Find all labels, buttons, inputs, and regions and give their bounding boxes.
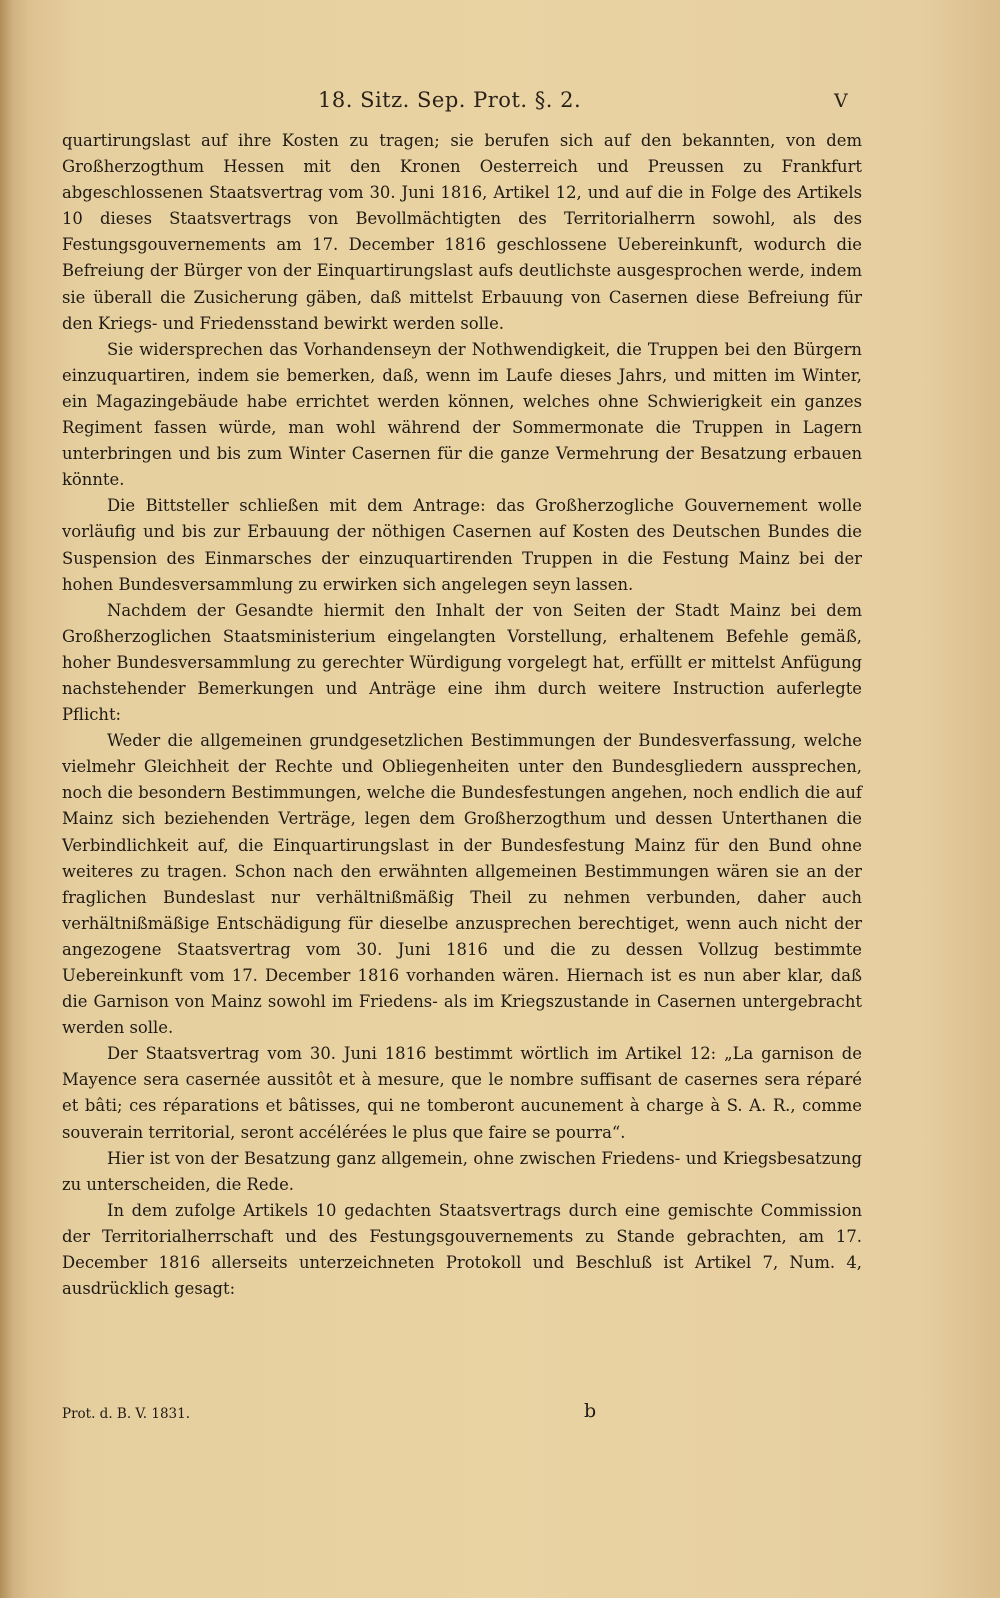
paragraph-8: In dem zufolge Artikels 10 gedachten Staatsvertrags durch eine gemischte Commission der Territorialherrschaft und des Festungsgouvernements zu Stande gebrachten, am 17. December 1816 allerseits unterzeichneten Protokoll und Beschluß ist Artikel 7, Num. 4, ausdrücklich gesagt:: [62, 1200, 862, 1299]
paragraph-6-quotation: Der Staatsvertrag vom 30. Juni 1816 bestimmt wörtlich im Artikel 12: „La garnison de Mayence sera casernée aussitôt et à mesure, que le nombre suffisant de casernes sera réparé et bâti; ces réparations et bâtisses, qui ne tomberont aucunement à charge à S. A. R., comme souverain territorial, seront accélérées le plus que faire se pourra“.: [62, 1044, 862, 1142]
page-footer: [62, 1400, 862, 1430]
paragraph-2: Sie widersprechen das Vorhandenseyn der Nothwendigkeit, die Truppen bei den Bürgern einzuquartiren, indem sie bemerken, daß, wenn im Laufe dieses Jahrs, und mitten im Winter, ein Magazingebäude habe errichtet werden können, welches ohne Schwierigkeit ein ganzes Regiment fassen würde, man wohl während der Sommermonate die Truppen in Lagern unterbringen und bis zum Winter Casernen für die ganze Vermehrung der Besatzung erbauen könnte.: [62, 339, 862, 490]
paragraph-1: quartirungslast auf ihre Kosten zu tragen; sie berufen sich auf den bekannten, von dem Großherzogthum Hessen mit den Kronen Oesterreich und Preussen zu Frankfurt abgeschlossenen Staatsvertrag vom 30. Juni 1816, Artikel 12, und auf die in Folge des Artikels 10 dieses Staatsvertrags von Bevollmächtigten des Territorialherrn sowohl, als des Festungsgouvernements am 17. December 1816 geschlossene Uebereinkunft, wodurch die Befreiung der Bürger von der Einquartirungslast aufs deutlichste ausgesprochen werde, indem sie überall die Zusicherung gäben, daß mittelst Erbauung von Casernen diese Befreiung für den Kriegs- und Friedensstand bewirkt werden solle.: [62, 131, 862, 333]
signature-line: Prot. d. B. V. 1831.: [62, 1406, 191, 1422]
running-title: 18. Sitz. Sep. Prot. §. 2.: [318, 88, 582, 112]
page-binding-edge: [0, 0, 14, 1598]
paragraph-4: Nachdem der Gesandte hiermit den Inhalt der von Seiten der Stadt Mainz bei dem Großherzoglichen Staatsministerium eingelangten Vorstellung, erhaltenem Befehle gemäß, hoher Bundesversammlung zu gerechter Würdigung vorgelegt hat, erfüllt er mittelst Anfügung nachstehender Bemerkungen und Anträge eine ihm durch weitere Instruction auferlegte Pflicht:: [62, 600, 862, 725]
body-text: [62, 128, 862, 1302]
page-number: V: [834, 90, 848, 112]
paragraph-3: Die Bittsteller schließen mit dem Antrage: das Großherzogliche Gouvernement wolle vorläufig und bis zur Erbauung der nöthigen Casernen auf Kosten des Deutschen Bundes die Suspension des Einmarsches der einzuquartirenden Truppen in die Festung Mainz bei der hohen Bundesversammlung zu erwirken sich angelegen seyn lassen.: [62, 496, 862, 594]
paragraph-5: Weder die allgemeinen grundgesetzlichen Bestimmungen der Bundesverfassung, welche vielmehr Gleichheit der Rechte und Obliegenheiten unter den Bundesgliedern aussprechen, noch die besondern Bestimmungen, welche die Bundesfestungen angehen, noch endlich die auf Mainz sich beziehenden Verträge, legen dem Großherzogthum und dessen Unterthanen die Verbindlichkeit auf, die Einquartirungslast in der Bundesfestung Mainz für den Bund ohne weiteres zu tragen. Schon nach den erwähnten allgemeinen Bestimmungen wären sie an der fraglichen Bundeslast nur verhältnißmäßig Theil zu nehmen verbunden, daher auch verhältnißmäßige Entschädigung für dieselbe anzusprechen berechtiget, wenn auch nicht der angezogene Staatsvertrag vom 30. Juni 1816 und die zu dessen Vollzug bestimmte Uebereinkunft vom 17. December 1816 vorhanden wären. Hiernach ist es nun aber klar, daß die Garnison von Mainz sowohl im Friedens- als im Kriegszustande in Casernen untergebracht werden solle.: [62, 731, 862, 1038]
paragraph-7: Hier ist von der Besatzung ganz allgemein, ohne zwischen Friedens- und Kriegsbesatzung zu unterscheiden, die Rede.: [62, 1148, 862, 1194]
sheet-mark: b: [584, 1400, 597, 1422]
page-header: [0, 88, 1000, 118]
